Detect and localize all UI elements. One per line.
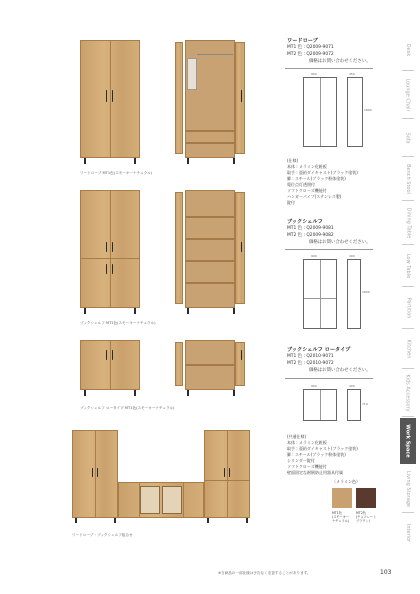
bookshelf-low-code: MT1 色 : Q2010-9071	[287, 354, 334, 359]
dim-depth: 400	[349, 384, 355, 388]
swatch-mt1	[332, 488, 352, 508]
spec-line: ソフトクローズ機能付	[287, 464, 327, 469]
spec-line: 錠付	[287, 200, 295, 205]
swatch-mt2-label: MT2色 (チョコレート ブラウン)	[356, 511, 377, 523]
side-tab-work-space[interactable]: Work Space	[400, 418, 416, 464]
wardrobe-closed-image	[80, 40, 140, 165]
side-divider	[402, 328, 414, 329]
side-tab-kids[interactable]: Kids Accessory	[405, 374, 412, 412]
bookshelf-caption: ブックシェルフ MT1色(スモーキーナチュラル)	[80, 321, 156, 325]
wardrobe-dimension-drawing	[297, 72, 377, 152]
side-divider	[402, 118, 414, 119]
page-number: 103	[380, 569, 392, 576]
bookshelf-low-title: ブックシェルフ ロータイプ	[287, 347, 351, 353]
side-tab-dining-table[interactable]: Dining Table	[405, 207, 412, 239]
spec-line: 脚 : スチール(ブラック粉体塗装)	[287, 452, 346, 457]
side-divider	[402, 416, 414, 417]
spec-block-2	[287, 434, 358, 476]
wardrobe-open-image	[175, 40, 247, 165]
side-divider	[402, 244, 414, 245]
bookshelf-low-caption: ブックシェルフ ロータイプ MT1色(スモーキーナチュラル)	[80, 406, 175, 410]
dim-height: 1800	[364, 108, 372, 112]
side-divider	[402, 156, 414, 157]
swatch-mt2	[356, 488, 376, 508]
divider	[285, 378, 373, 379]
spec-heading: (仕様)	[287, 158, 299, 163]
bookshelf-closed-image	[80, 190, 140, 315]
spec-line: 取手 : 亜鉛ダイキャスト(ブラック塗装)	[287, 446, 358, 451]
bookshelf-low-info	[287, 346, 370, 374]
bookshelf-low-price: 価格はお問い合わせください。	[309, 368, 371, 373]
spec-line: ソフトクローズ機能付	[287, 188, 327, 193]
spec-line: 壁面固定な耐倒防止用器具付属	[287, 470, 343, 475]
dim-height: 1800	[362, 290, 370, 294]
bookshelf-code: MT2 色 : Q2009-9082	[287, 233, 334, 238]
swatch-mt1-label: MT1色 (スモーキー ナチュラル)	[332, 511, 350, 523]
side-tab-partition[interactable]: Partition	[405, 297, 411, 319]
side-divider	[402, 286, 414, 287]
side-tab-sofa[interactable]: Sofa	[405, 132, 411, 144]
spec-line: 電位点灯透照付	[287, 182, 315, 187]
combination-caption: ワードローブ・ブックシェルフ組合せ	[72, 533, 133, 537]
wardrobe-info	[287, 37, 370, 65]
bookshelf-low-closed-image	[80, 340, 140, 396]
side-divider	[402, 70, 414, 71]
wardrobe-title: ワードローブ	[287, 38, 318, 44]
spec-line: ハンガーパイプ(ステンレス製)	[287, 194, 342, 199]
bookshelf-info	[287, 218, 370, 246]
side-tab-low-table[interactable]: Low Table	[405, 253, 411, 279]
spec-line: 脚 : スチール(ブラック粉体塗装)	[287, 176, 346, 181]
bookshelf-low-open-image	[175, 340, 247, 396]
bookshelf-code: MT1 色 : Q2009-9081	[287, 226, 334, 231]
bookshelf-low-code: MT2 色 : Q2010-9072	[287, 361, 334, 366]
bookshelf-price: 価格はお問い合わせください。	[309, 240, 371, 245]
spec-heading: (共通仕様)	[287, 434, 307, 439]
spec-line: シリンダー錠付	[287, 458, 315, 463]
divider	[285, 68, 373, 69]
side-tab-kitchen[interactable]: Kitchen	[405, 339, 412, 359]
dim-depth: 450	[349, 72, 355, 76]
spec-line: 本体 : メラミン化粧板	[287, 440, 327, 445]
dim-height: 710	[362, 402, 368, 406]
wardrobe-code: MT1 色 : Q2009-9071	[287, 45, 334, 50]
spec-block-1	[287, 158, 358, 206]
dim-depth: 400	[349, 254, 355, 258]
side-tab-interior[interactable]: Interior	[405, 523, 411, 543]
side-tab-living-storage[interactable]: Living Storage	[405, 470, 411, 508]
bookshelf-dimension-drawing	[297, 254, 377, 334]
side-tab-desk[interactable]: Desk	[405, 43, 411, 57]
divider	[285, 249, 373, 250]
wardrobe-price: 価格はお問い合わせください。	[309, 59, 371, 64]
dim-width: 900	[311, 384, 317, 388]
spec-line: 取手 : 亜鉛ダイキャスト(ブラック塗装)	[287, 170, 358, 175]
side-divider	[402, 512, 414, 513]
spec-line: 本体 : メラミン化粧板	[287, 164, 327, 169]
combination-image	[72, 430, 252, 525]
side-divider	[402, 368, 414, 369]
bookshelf-open-image	[175, 190, 247, 315]
wardrobe-code: MT2 色 : Q2009-9072	[287, 52, 334, 57]
side-tab-bench-stool[interactable]: Bench Stool	[405, 164, 412, 194]
dim-width: 900	[311, 254, 317, 258]
melamine-heading: 〈メラミン色〉	[332, 479, 360, 484]
side-divider	[402, 200, 414, 201]
bookshelf-low-dimension-drawing	[297, 384, 377, 426]
footnote: ※当商品の一部仕様は予告なく変更することがあります。	[218, 571, 311, 575]
dim-width: 900	[311, 72, 317, 76]
wardrobe-caption: ワードローブ MT1色(スモーキーナチュラル)	[80, 171, 153, 175]
bookshelf-title: ブックシェルフ	[287, 219, 323, 225]
side-tab-lounge-chair[interactable]: Lounge Chair	[405, 78, 412, 112]
